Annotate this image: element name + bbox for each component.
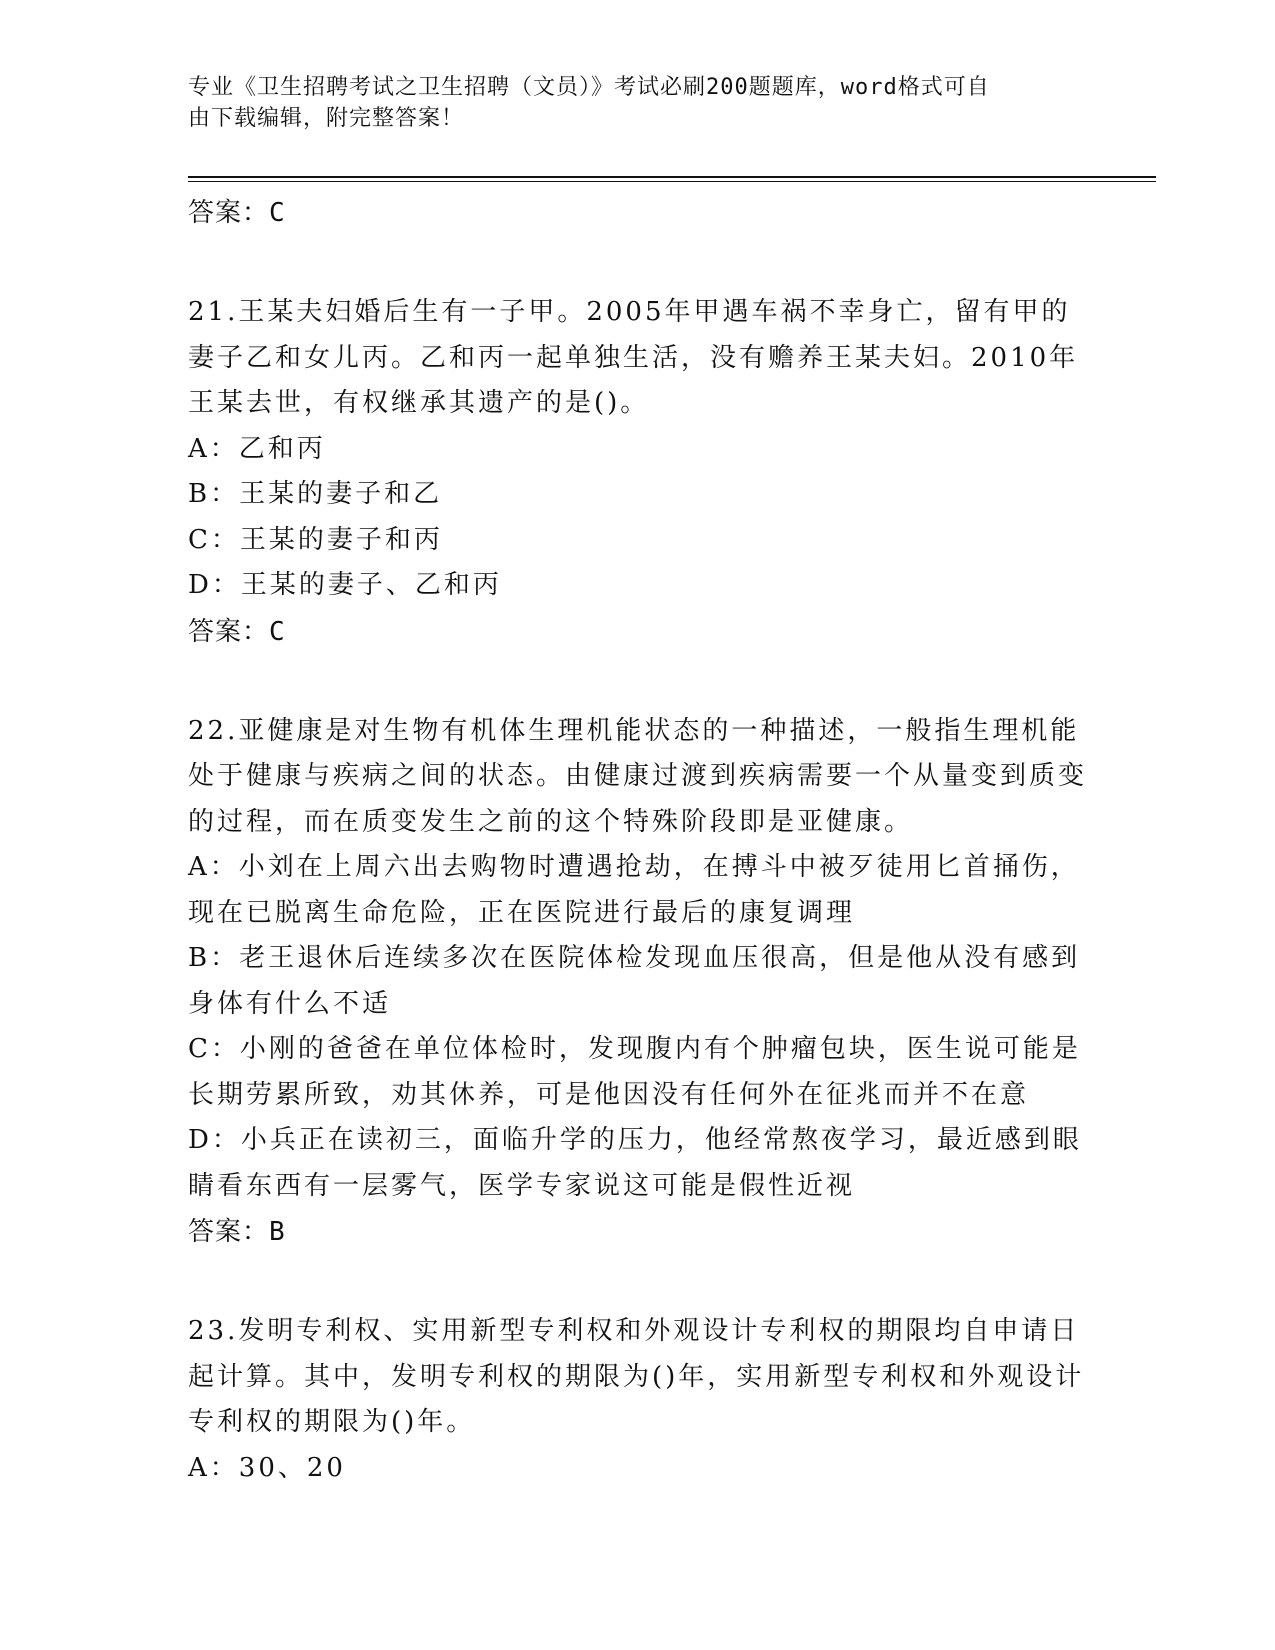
header-divider	[188, 176, 1156, 182]
header-line-1: 专业《卫生招聘考试之卫生招聘（文员）》考试必刷200题题库，word格式可自	[188, 75, 990, 100]
option-a: A：小刘在上周六出去购物时遭遇抢劫，在搏斗中被歹徒用匕首捅伤，现在已脱离生命危险，正在医院进行最后的康复调理	[188, 852, 1080, 928]
option-d: D：小兵正在读初三，面临升学的压力，他经常熬夜学习，最近感到眼睛看东西有一层雾气，医学专家说这可能是假性近视	[188, 1125, 1082, 1201]
header-line-2: 由下载编辑，附完整答案！	[188, 106, 465, 131]
question-stem: 23.发明专利权、实用新型专利权和外观设计专利权的期限均自申请日起计算。其中，发明专利权的期限为()年，实用新型专利权和外观设计专利权的期限为()年。	[188, 1316, 1085, 1437]
option-a: A：乙和丙	[188, 433, 326, 464]
option-b: B：老王退休后连续多次在医院体检发现血压很高，但是他从没有感到身体有什么不适	[188, 943, 1081, 1019]
spacer	[188, 655, 1088, 709]
answer-line: 答案：C	[188, 616, 286, 647]
option-d: D：王某的妻子、乙和丙	[188, 570, 502, 600]
question-22	[188, 709, 1088, 1256]
question-stem: 22.亚健康是对生物有机体生理机能状态的一种描述，一般指生理机能处于健康与疾病之间的状态。由健康过渡到疾病需要一个从量变到质变的过程，而在质变发生之前的这个特殊阶段即是亚健康。	[188, 715, 1088, 837]
answer-line: 答案：C	[188, 198, 286, 228]
option-c: C：小刚的爸爸在单位体检时，发现腹内有个肿瘤包块，医生说可能是长期劳累所致，劝其休养，可是他因没有任何外在征兆而并不在意	[188, 1034, 1081, 1110]
question-stem: 21.王某夫妇婚后生有一子甲。2005年甲遇车祸不幸身亡，留有甲的妻子乙和女儿丙。乙和丙一起单独生活，没有赡养王某夫妇。2010年王某去世，有权继承其遗产的是()。	[188, 297, 1079, 418]
question-23	[188, 1309, 1088, 1491]
document-header	[188, 72, 1078, 134]
question-21	[188, 290, 1088, 655]
option-a: A：30、20	[188, 1452, 346, 1483]
document-body	[188, 190, 1088, 1491]
spacer	[188, 236, 1088, 290]
option-b: B：王某的妻子和乙	[188, 479, 443, 509]
answer-line: 答案：B	[188, 1217, 286, 1247]
spacer	[188, 1255, 1088, 1309]
option-c: C：王某的妻子和丙	[188, 524, 443, 555]
